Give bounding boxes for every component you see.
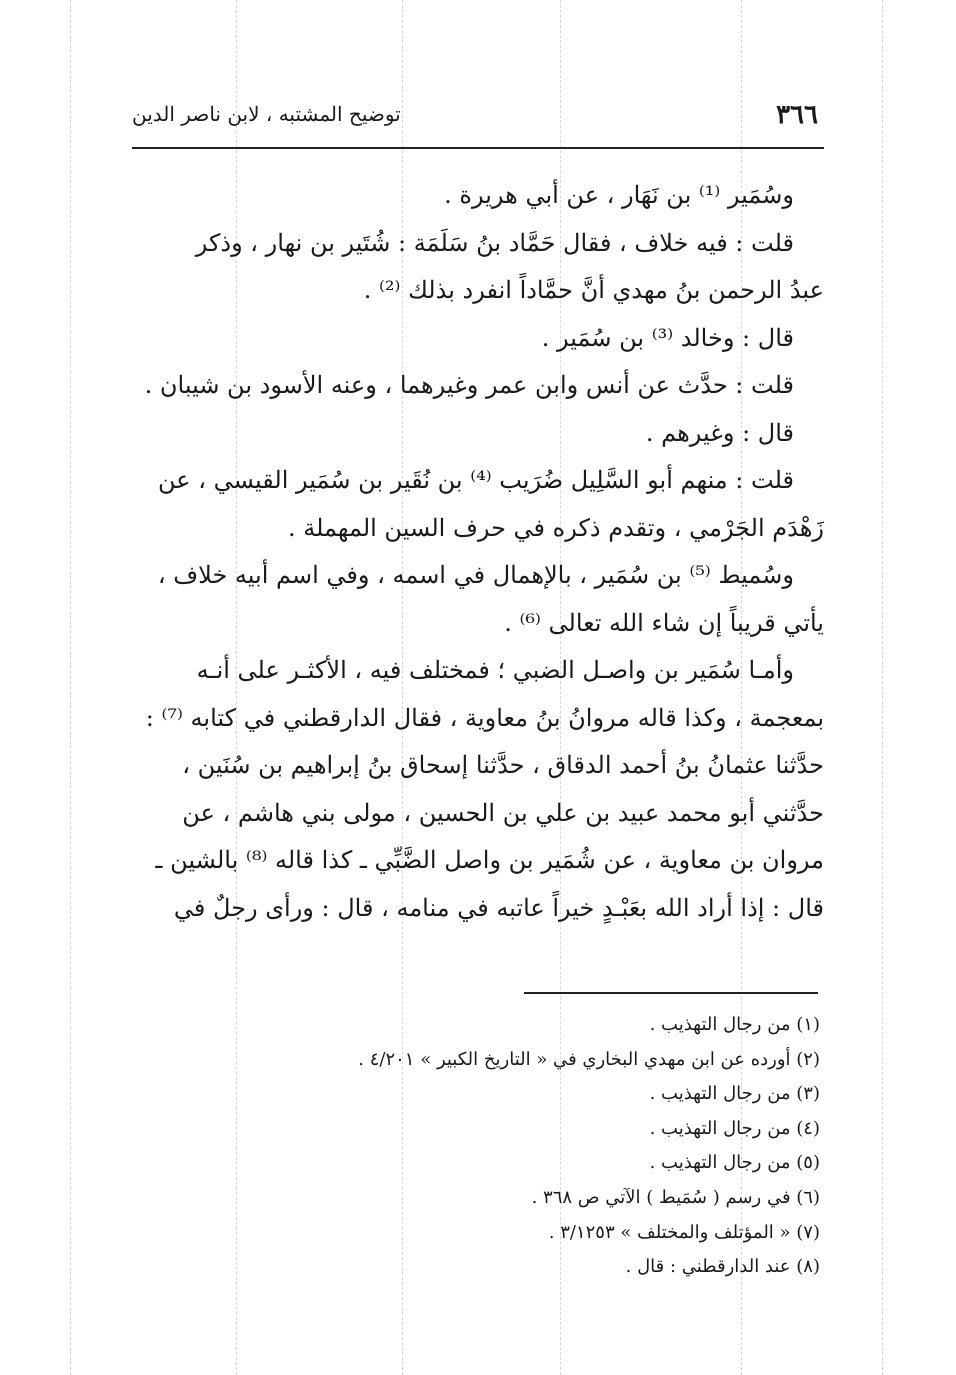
scan-artifact-line	[882, 0, 883, 1375]
text-line: قال : إذا أراد الله بعَبْـدٍ خيراً عاتبه في منامه ، قال : ورأى رجلٌ في	[173, 893, 824, 922]
page-header	[132, 98, 824, 144]
footnote: (٦) في رسم ( سُمَيط ) الآتي ص ٣٦٨ .	[531, 1186, 820, 1208]
text-line: قلت : حدَّث عن أنس وابن عمر وغيرهما ، وعنه الأسود بن شيبان .	[144, 371, 794, 399]
running-title: توضيح المشتبه ، لابن ناصر الدين	[132, 102, 401, 126]
text-line: حدَّثنا عثمانُ بنُ أحمد الدقاق ، حدَّثنا إسحاق بنُ إبراهيم بن سُنَين ،	[182, 751, 824, 779]
footnotes	[140, 1008, 820, 1285]
text-line: عبدُ الرحمن بنُ مهدي أنَّ حمَّاداً انفرد بذلك ⁽²⁾ .	[363, 276, 824, 304]
footnote: (٥) من رجال التهذيب .	[649, 1152, 820, 1174]
text-line: بمعجمة ، وكذا قاله مروانُ بنُ معاوية ، فقال الدارقطني في كتابه ⁽⁷⁾ :	[145, 703, 824, 732]
footnote: (٨) عند الدارقطني : قال .	[625, 1256, 820, 1278]
scan-artifact-line	[70, 0, 71, 1375]
footnote: (٧) « المؤتلف والمختلف » ٣/١٢٥٣ .	[548, 1221, 820, 1243]
text-line: وسُمَير ⁽¹⁾ بن نَهَار ، عن أبي هريرة .	[444, 181, 794, 209]
text-line: مروان بن معاوية ، عن شُمَير بن واصل الضَّبِّي ـ كذا قاله ⁽⁸⁾ بالشين ـ	[155, 846, 824, 874]
text-line: وسُميط ⁽⁵⁾ بن سُمَير ، بالإهمال في اسمه ، وفي اسم أبيه خلاف ،	[157, 561, 794, 589]
text-line: وأمـا سُمَير بن واصـل الضبي ؛ فمختلف فيه ، الأكثـر على أنـه	[196, 656, 794, 684]
text-line: قال : وخالد ⁽³⁾ بن سُمَير .	[541, 323, 794, 352]
footnote: (١) من رجال التهذيب .	[649, 1014, 820, 1035]
footnote: (٤) من رجال التهذيب .	[649, 1117, 820, 1139]
text-line: يأتي قريباً إن شاء الله تعالى ⁽⁶⁾ .	[504, 608, 824, 637]
text-line: قلت : فيه خلاف ، فقال حَمَّاد بنُ سَلَمَة : شُتَير بن نهار ، وذكر	[195, 228, 794, 257]
text-line: زَهْدَم الجَرْمي ، وتقدم ذكره في حرف السين المهملة .	[287, 513, 824, 542]
text-line: قلت : منهم أبو السَّلِيل ضُرَيب ⁽⁴⁾ بن نُقَير بن سُمَير القيسي ، عن	[158, 466, 794, 494]
footnote: (٢) أورده عن ابن مهدي البخاري في « التاريخ الكبير » ٤/٢٠١ .	[358, 1048, 820, 1070]
header-rule	[132, 147, 824, 149]
page-number: ٣٦٦	[776, 100, 818, 130]
main-text	[128, 172, 824, 932]
text-line: قال : وغيرهم .	[645, 418, 794, 447]
footnote: (٣) من رجال التهذيب .	[649, 1083, 820, 1105]
text-line: حدَّثني أبو محمد عبيد بن علي بن الحسين ، مولى بني هاشم ، عن	[182, 798, 824, 827]
footnote-separator	[524, 992, 818, 994]
